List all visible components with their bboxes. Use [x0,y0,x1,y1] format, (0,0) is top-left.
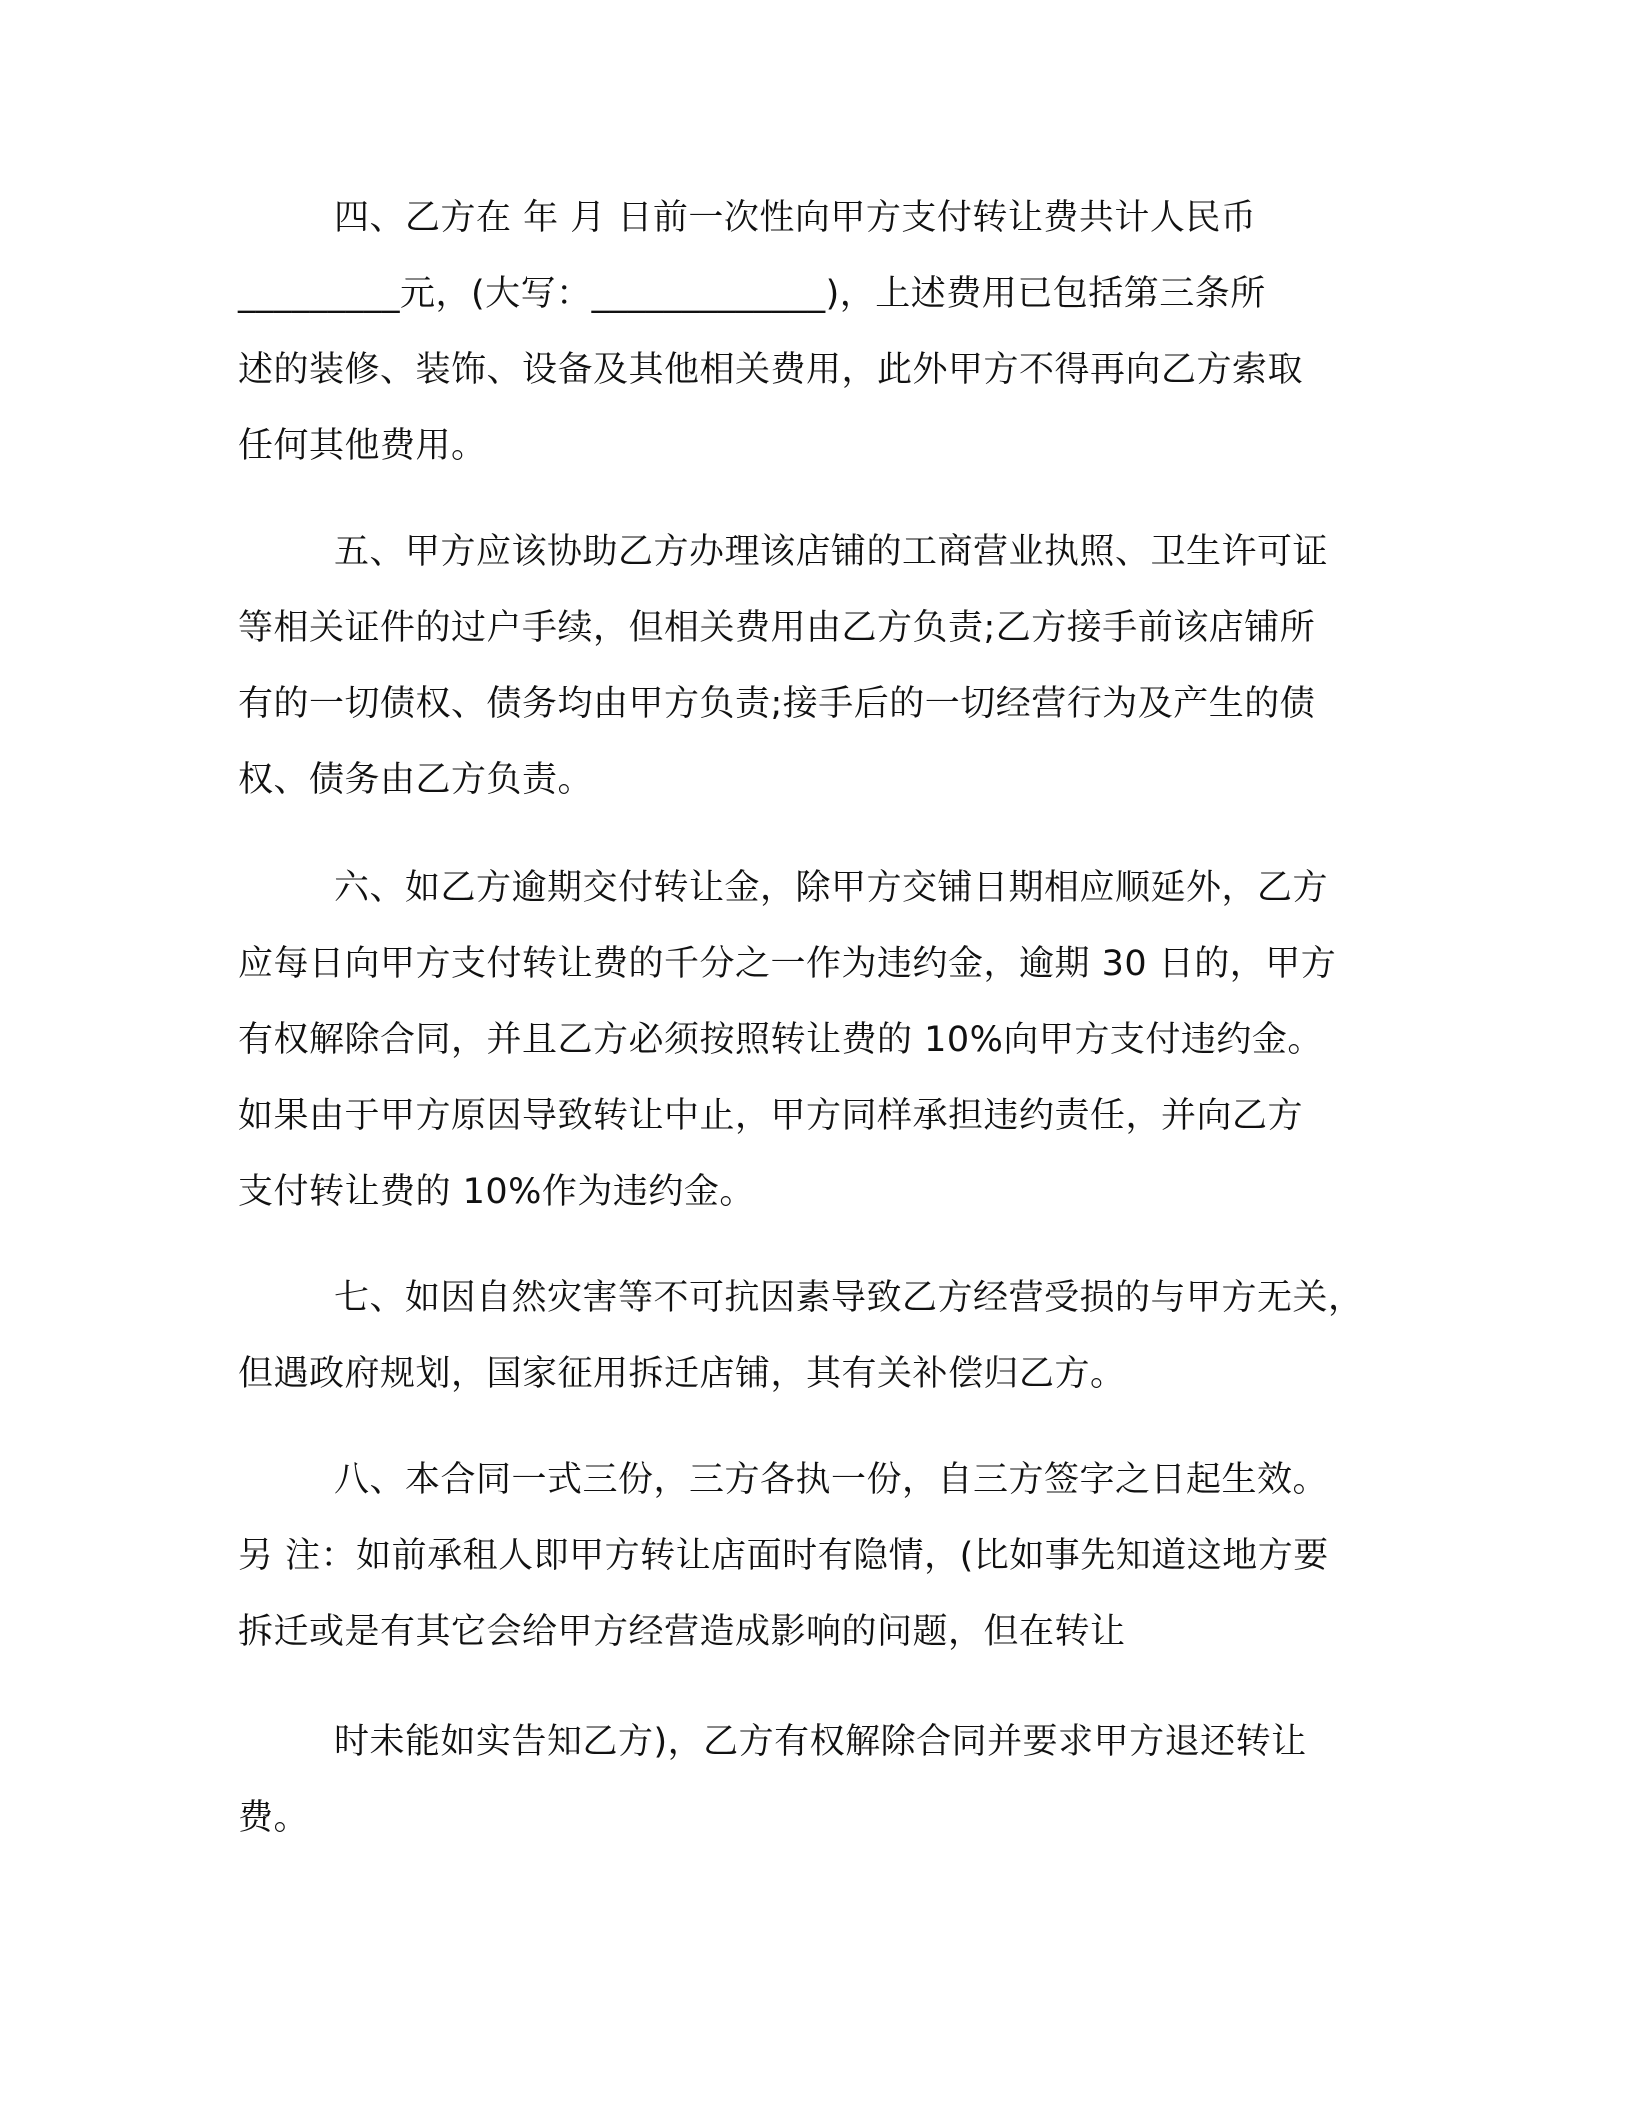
clause-five-paragraph [238,514,1398,818]
text-line: 有权解除合同，并且乙方必须按照转让费的 10%向甲方支付违约金。 [238,1020,1323,1060]
text-line: 时未能如实告知乙方)，乙方有权解除合同并要求甲方退还转让 [334,1722,1307,1762]
clause-four-paragraph [238,180,1398,484]
text-line: 四、乙方在 年 月 日前一次性向甲方支付转让费共计人民币 [334,198,1257,238]
text-line: 权、债务由乙方负责。 [238,760,594,800]
text-line: 应每日向甲方支付转让费的千分之一作为违约金，逾期 30 日的，甲方 [238,944,1337,984]
text-line: 等相关证件的过户手续，但相关费用由乙方负责;乙方接手前该店铺所 [238,608,1316,648]
text-line: 述的装修、装饰、设备及其他相关费用，此外甲方不得再向乙方索取 [238,350,1304,390]
text-line: 任何其他费用。 [238,426,487,466]
text-line: 有的一切债权、债务均由甲方负责;接手后的一切经营行为及产生的债 [238,684,1316,724]
text-line: 八、本合同一式三份，三方各执一份，自三方签字之日起生效。 [334,1460,1329,1500]
clause-six-paragraph [238,850,1398,1230]
text-line: 但遇政府规划，国家征用拆迁店铺，其有关补偿归乙方。 [238,1354,1126,1394]
text-line: 拆迁或是有其它会给甲方经营造成影响的问题，但在转让 [238,1612,1126,1652]
clause-seven-paragraph [238,1260,1398,1412]
text-line: 支付转让费的 10%作为违约金。 [238,1172,755,1212]
text-line: 七、如因自然灾害等不可抗因素导致乙方经营受损的与甲方无关， [334,1278,1364,1318]
text-line: _________元，(大写：_____________)，上述费用已包括第三条所 [238,274,1266,314]
text-line: 六、如乙方逾期交付转让金，除甲方交铺日期相应顺延外，乙方 [334,868,1329,908]
text-line: 另 注：如前承租人即甲方转让店面时有隐情，(比如事先知道这地方要 [238,1536,1329,1576]
text-line: 费。 [238,1798,310,1838]
text-line: 如果由于甲方原因导致转让中止，甲方同样承担违约责任，并向乙方 [238,1096,1304,1136]
text-line: 五、甲方应该协助乙方办理该店铺的工商营业执照、卫生许可证 [334,532,1329,572]
clause-eight-paragraph [238,1442,1398,1670]
closing-paragraph [238,1704,1398,1856]
